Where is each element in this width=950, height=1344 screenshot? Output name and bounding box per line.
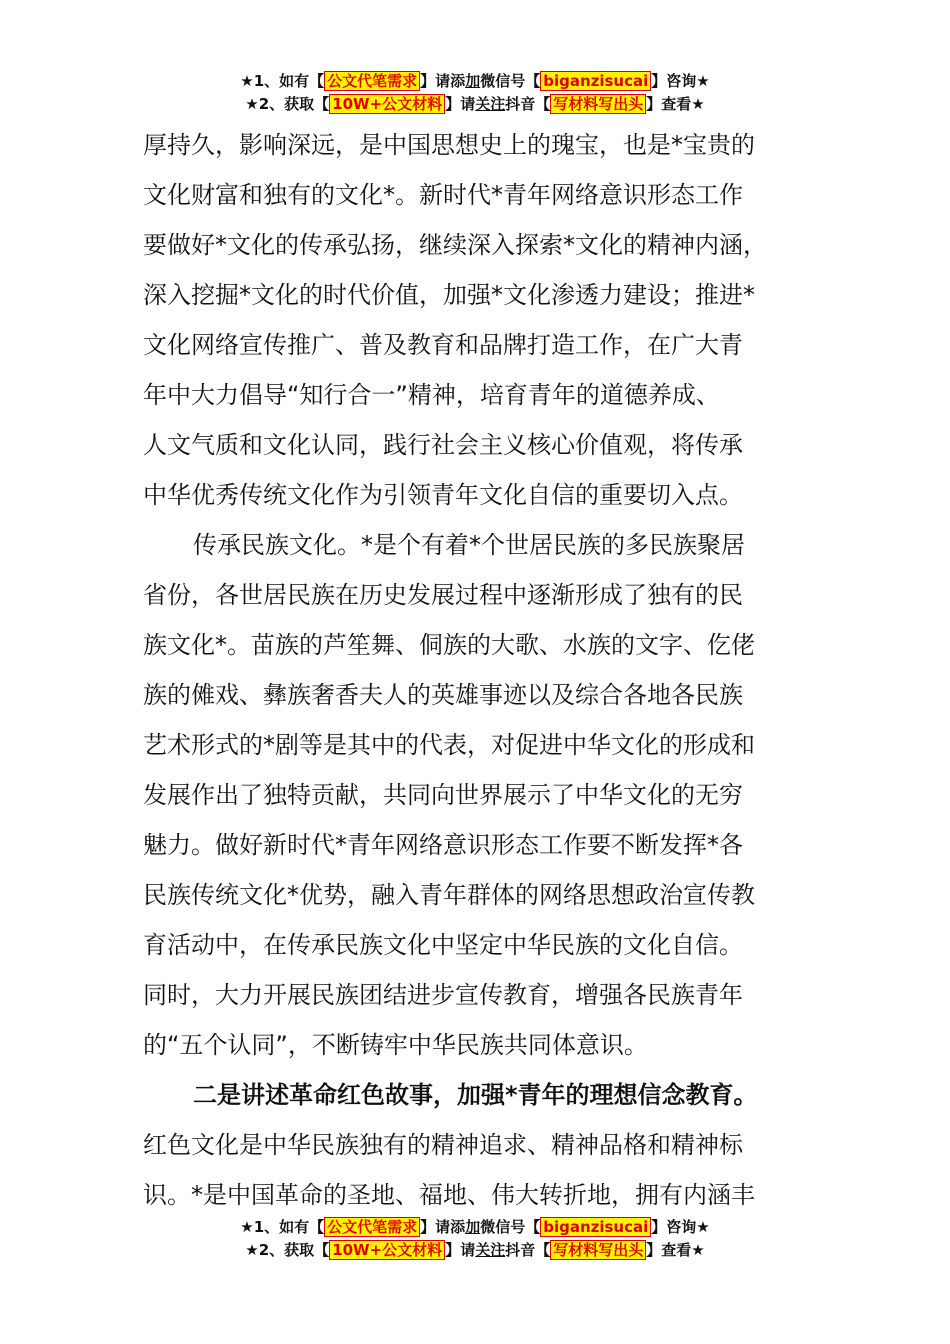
footer-banner xyxy=(0,1216,950,1262)
footer-line-2-suffix: 】查看★ xyxy=(646,1241,705,1259)
section-heading-red-culture: 二是讲述革命红色故事，加强*青年的理想信念教育。 xyxy=(193,1081,758,1109)
header-line-2-prefix: ★2、获取【 xyxy=(245,95,330,113)
header-banner xyxy=(0,70,950,116)
header-line-2-text: 】请 xyxy=(445,95,476,113)
header-line-1 xyxy=(0,70,950,93)
body-line: 中华优秀传统文化作为引领青年文化自信的重要切入点。 xyxy=(143,481,743,509)
materials-highlight: 10W+公文材料 xyxy=(329,94,445,114)
footer-line-1-underlined: 加 xyxy=(465,1218,481,1236)
body-line: 文化财富和独有的文化*。新时代*青年网络意识形态工作 xyxy=(143,181,743,209)
body-line: 发展作出了独特贡献，共同向世界展示了中华文化的无穷 xyxy=(143,781,743,809)
header-line-2-text-2: 抖音【 xyxy=(505,95,551,113)
body-line: 育活动中，在传承民族文化中坚定中华民族的文化自信。 xyxy=(143,931,743,959)
body-line: 艺术形式的*剧等是其中的代表，对促进中华文化的形成和 xyxy=(143,731,755,759)
document-body xyxy=(143,120,808,1220)
footer-line-2 xyxy=(0,1239,950,1262)
douyin-account-highlight: 写材料写出头 xyxy=(550,1240,646,1260)
footer-line-2-text-2: 抖音【 xyxy=(505,1241,551,1259)
wechat-id-highlight: biganzisucai xyxy=(540,1217,651,1237)
paragraph-heading-ethnic-culture: 传承民族文化。*是个有着*个世居民族的多民族聚居 xyxy=(193,531,745,559)
service-highlight: 公文代笔需求 xyxy=(324,1217,420,1237)
service-highlight: 公文代笔需求 xyxy=(324,71,420,91)
header-line-1-underlined: 加 xyxy=(465,72,481,90)
footer-line-2-prefix: ★2、获取【 xyxy=(245,1241,330,1259)
header-line-1-prefix: ★1、如有【 xyxy=(240,72,325,90)
footer-line-1-prefix: ★1、如有【 xyxy=(240,1218,325,1236)
body-line: 厚持久，影响深远，是中国思想史上的瑰宝，也是*宝贵的 xyxy=(143,131,755,159)
footer-line-2-underlined: 关注 xyxy=(475,1241,506,1259)
body-line: 民族传统文化*优势，融入青年群体的网络思想政治宣传教 xyxy=(143,881,755,909)
materials-highlight: 10W+公文材料 xyxy=(329,1240,445,1260)
body-line: 同时，大力开展民族团结进步宣传教育，增强各民族青年 xyxy=(143,981,743,1009)
header-line-1-text-2: 微信号【 xyxy=(480,72,541,90)
footer-line-2-text: 】请 xyxy=(445,1241,476,1259)
body-line: 族文化*。苗族的芦笙舞、侗族的大歌、水族的文字、仡佬 xyxy=(143,631,755,659)
body-line: 族的傩戏、彝族奢香夫人的英雄事迹以及综合各地各民族 xyxy=(143,681,743,709)
header-line-1-text: 】请添 xyxy=(420,72,466,90)
footer-line-1-suffix: 】咨询★ xyxy=(651,1218,710,1236)
wechat-id-highlight: biganzisucai xyxy=(540,71,651,91)
header-line-2-underlined: 关注 xyxy=(475,95,506,113)
header-line-2-suffix: 】查看★ xyxy=(646,95,705,113)
body-line: 人文气质和文化认同，践行社会主义核心价值观，将传承 xyxy=(143,431,743,459)
body-line: 的“五个认同”，不断铸牢中华民族共同体意识。 xyxy=(143,1031,648,1059)
body-line: 红色文化是中华民族独有的精神追求、精神品格和精神标 xyxy=(143,1131,743,1159)
body-line: 深入挖掘*文化的时代价值，加强*文化渗透力建设；推进* xyxy=(143,281,755,309)
footer-line-1-text-2: 微信号【 xyxy=(480,1218,541,1236)
body-line: 魅力。做好新时代*青年网络意识形态工作要不断发挥*各 xyxy=(143,831,743,859)
footer-line-1 xyxy=(0,1216,950,1239)
body-line: 省份，各世居民族在历史发展过程中逐渐形成了独有的民 xyxy=(143,581,743,609)
body-line: 识。*是中国革命的圣地、福地、伟大转折地，拥有内涵丰 xyxy=(143,1181,755,1209)
body-line: 年中大力倡导“知行合一”精神，培育青年的道德养成、 xyxy=(143,381,720,409)
body-line: 要做好*文化的传承弘扬，继续深入探索*文化的精神内涵， xyxy=(143,231,767,259)
body-line: 文化网络宣传推广、普及教育和品牌打造工作，在广大青 xyxy=(143,331,743,359)
footer-line-1-text: 】请添 xyxy=(420,1218,466,1236)
douyin-account-highlight: 写材料写出头 xyxy=(550,94,646,114)
header-line-1-suffix: 】咨询★ xyxy=(651,72,710,90)
header-line-2 xyxy=(0,93,950,116)
